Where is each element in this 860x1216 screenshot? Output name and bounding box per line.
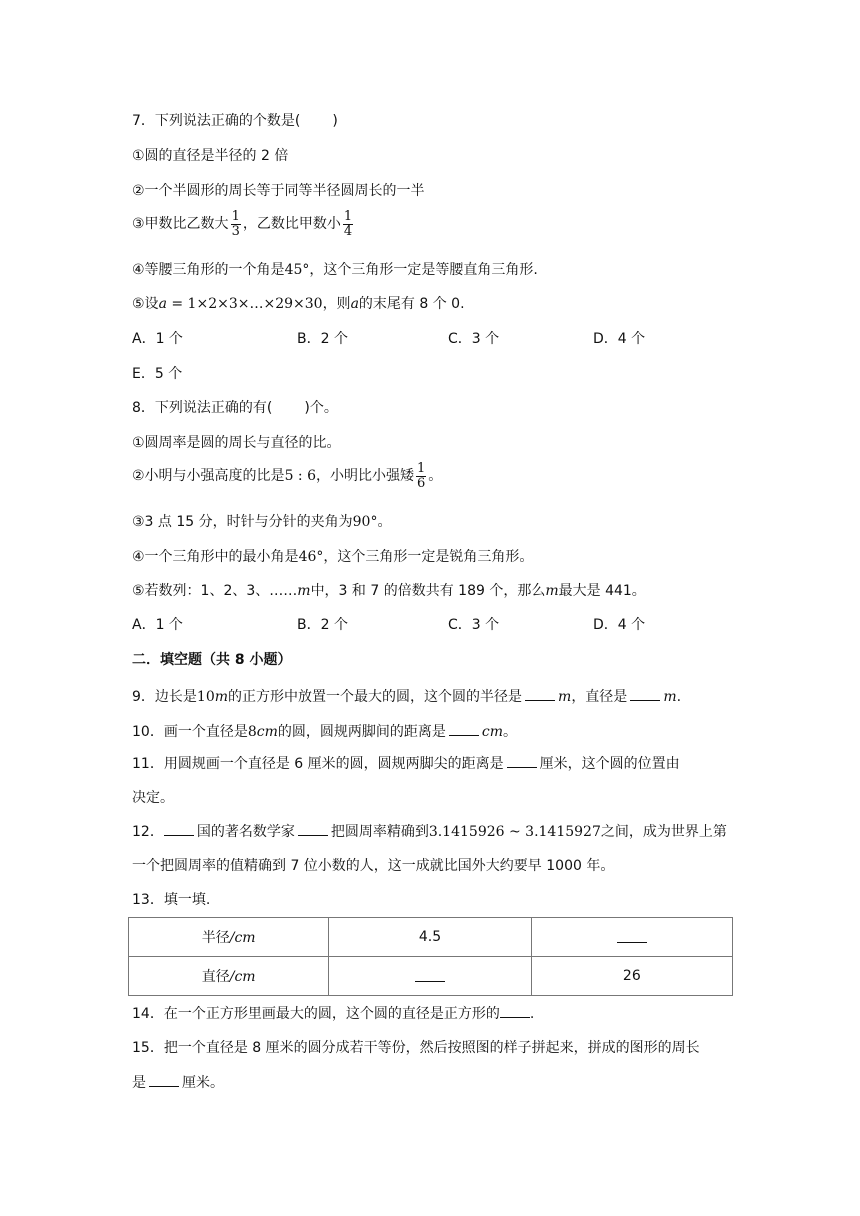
answer-blank[interactable] bbox=[449, 721, 479, 736]
q7-statement-2: ②一个半圆形的周长等于同等半径圆周长的一半 bbox=[132, 183, 425, 199]
q7-option-c[interactable]: C．3 个 bbox=[448, 331, 500, 347]
q8-option-c[interactable]: C．3 个 bbox=[448, 617, 500, 633]
q8-statement-2: ②小明与小强高度的比是5 : 6，小明比小强矮 $\frac{1}{6}$ 。 bbox=[132, 460, 443, 491]
fill-table bbox=[128, 917, 733, 996]
q7-option-d[interactable]: D．4 个 bbox=[593, 331, 646, 347]
table-cell: 4.5 bbox=[329, 918, 531, 957]
q15-line-2: 是 厘米。 bbox=[132, 1072, 224, 1093]
section-title: 二．填空题（共 8 小题） bbox=[132, 652, 292, 668]
q13-title: 13．填一填. bbox=[132, 892, 211, 908]
q10: 10．画一个直径是8cm的圆，圆规两脚间的距离是 cm。 bbox=[132, 721, 517, 742]
q7-statement-5: ⑤设a = 1×2×3×…×29×30，则a的末尾有 8 个 0. bbox=[132, 296, 465, 312]
answer-blank[interactable] bbox=[507, 753, 537, 768]
q8-statement-3: ③3 点 15 分，时针与分针的夹角为90°。 bbox=[132, 514, 392, 530]
answer-blank[interactable] bbox=[415, 967, 445, 982]
answer-blank[interactable] bbox=[149, 1072, 179, 1087]
table-row bbox=[129, 918, 733, 957]
q7-statement-1: ①圆的直径是半径的 2 倍 bbox=[132, 148, 289, 164]
fraction: $\frac{1}{6}$ bbox=[417, 460, 426, 491]
q15-line-1: 15．把一个直径是 8 厘米的圆分成若干等份，然后按照图的样子拼起来，拼成的图形的周长 bbox=[132, 1040, 700, 1056]
q8-stem: 8．下列说法正确的有( )个。 bbox=[132, 400, 338, 416]
q8-statement-5: ⑤若数列：1、2、3、……m中，3 和 7 的倍数共有 189 个，那么m最大是 441。 bbox=[132, 583, 646, 599]
q7-option-e[interactable]: E．5 个 bbox=[132, 366, 183, 382]
table-cell: 26 bbox=[531, 957, 732, 996]
q7-stem: 7．下列说法正确的个数是( ) bbox=[132, 113, 338, 129]
q11-line-2: 决定。 bbox=[132, 790, 174, 806]
table-cell[interactable] bbox=[329, 957, 531, 996]
q7-option-b[interactable]: B．2 个 bbox=[297, 331, 348, 347]
answer-blank[interactable] bbox=[500, 1003, 530, 1018]
q8-option-d[interactable]: D．4 个 bbox=[593, 617, 646, 633]
q7-statement-3: ③甲数比乙数大 $\frac{1}{3}$ ，乙数比甲数小 $\frac{1}{4}$ bbox=[132, 208, 353, 239]
q8-option-b[interactable]: B．2 个 bbox=[297, 617, 348, 633]
fraction: $\frac{1}{4}$ bbox=[343, 208, 353, 239]
q7-statement-4: ④等腰三角形的一个角是45°，这个三角形一定是等腰直角三角形. bbox=[132, 262, 538, 278]
q12-line-1: 12． 国的著名数学家 把圆周率精确到3.1415926 ~ 3.1415927之间，成为世界上第 bbox=[132, 821, 727, 842]
fraction: $\frac{1}{3}$ bbox=[231, 208, 240, 239]
table-row bbox=[129, 957, 733, 996]
answer-blank[interactable] bbox=[298, 821, 328, 836]
q9: 9．边长是10m的正方形中放置一个最大的圆，这个圆的半径是 m，直径是 m. bbox=[132, 686, 681, 707]
q8-option-a[interactable]: A．1 个 bbox=[132, 617, 183, 633]
q8-statement-1: ①圆周率是圆的周长与直径的比。 bbox=[132, 435, 341, 451]
answer-blank[interactable] bbox=[164, 821, 194, 836]
answer-blank[interactable] bbox=[617, 928, 647, 943]
table-cell[interactable] bbox=[531, 918, 732, 957]
table-cell: 直径/cm bbox=[129, 957, 329, 996]
q8-statement-4: ④一个三角形中的最小角是46°，这个三角形一定是锐角三角形。 bbox=[132, 549, 534, 565]
q11-line-1: 11．用圆规画一个直径是 6 厘米的圆，圆规两脚尖的距离是 厘米，这个圆的位置由 bbox=[132, 753, 680, 774]
answer-blank[interactable] bbox=[630, 686, 660, 701]
q7-option-a[interactable]: A．1 个 bbox=[132, 331, 183, 347]
q14: 14．在一个正方形里画最大的圆，这个圆的直径是正方形的 . bbox=[132, 1003, 534, 1024]
answer-blank[interactable] bbox=[525, 686, 555, 701]
q12-line-2: 一个把圆周率的值精确到 7 位小数的人，这一成就比国外大约要早 1000 年。 bbox=[132, 858, 615, 874]
table-cell: 半径/cm bbox=[129, 918, 329, 957]
